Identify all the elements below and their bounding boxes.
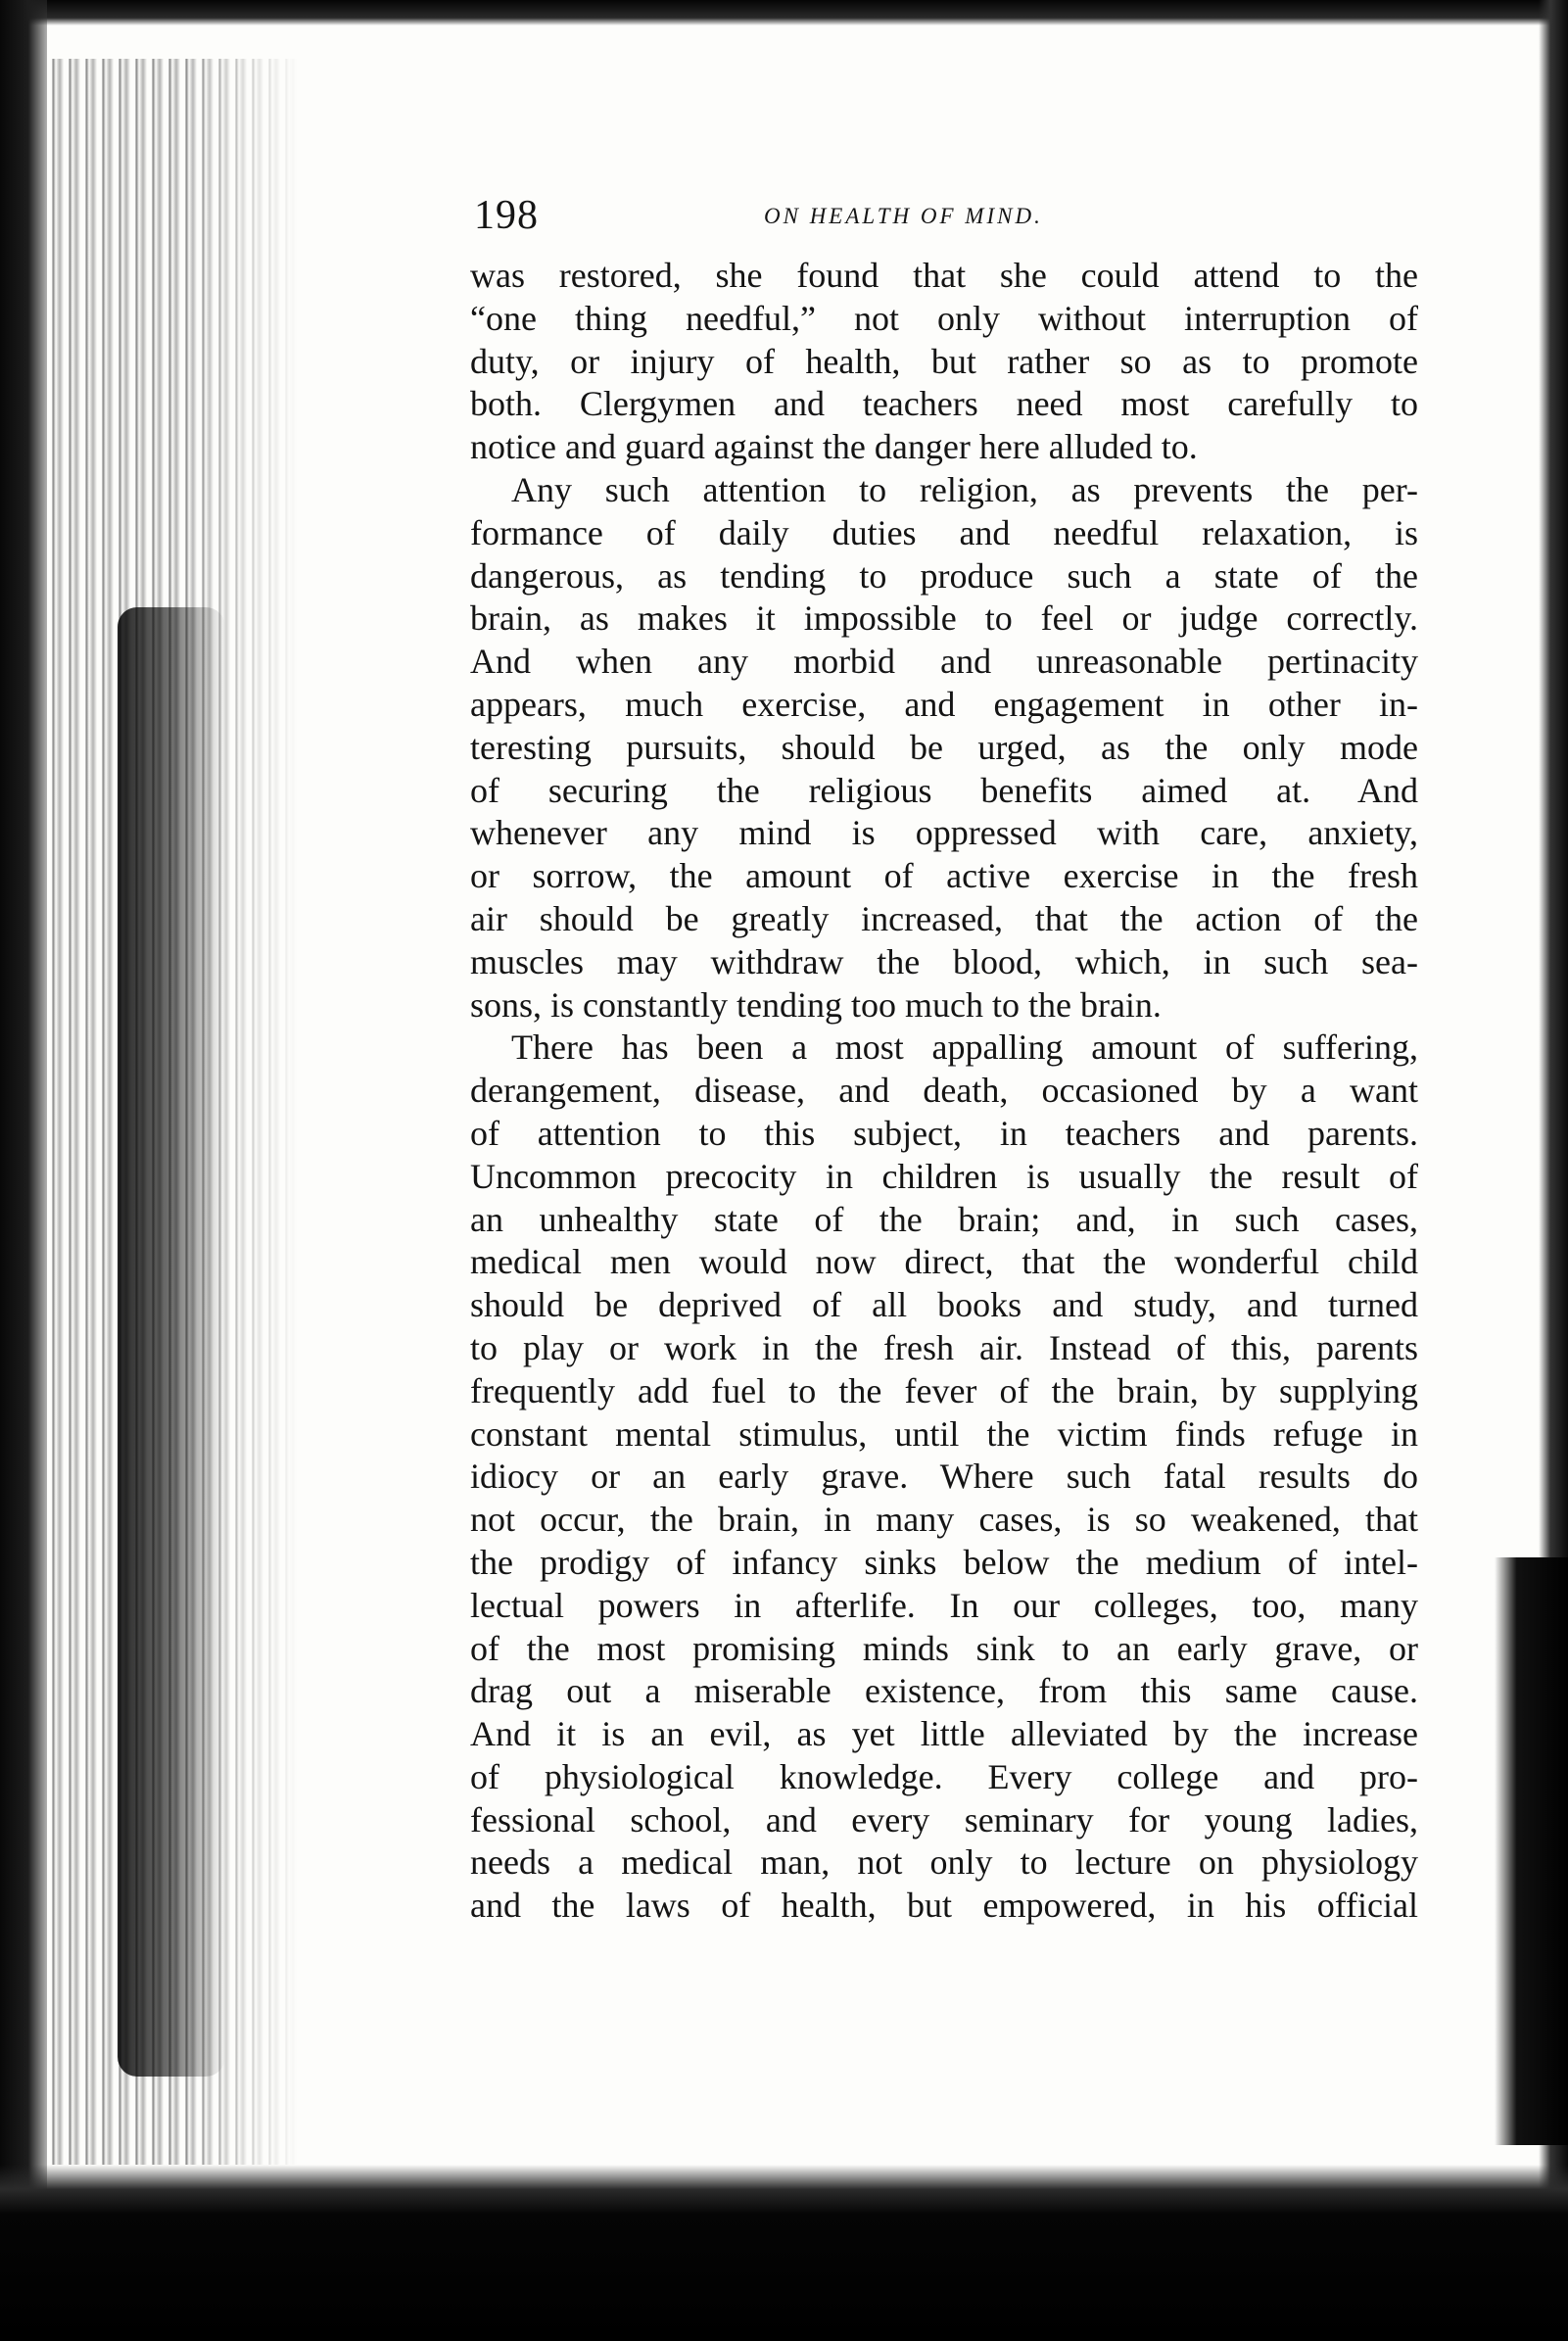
- text-line: derangement, disease, and death, occasioned by a want: [470, 1071, 1418, 1111]
- text-line: or sorrow, the amount of active exercise in the fresh: [470, 856, 1418, 896]
- text-line: sons, is constantly tending too much to the brain.: [470, 984, 1162, 1025]
- body-text: [470, 255, 1418, 1928]
- scan-border-right-shadow: [1495, 1557, 1568, 2145]
- running-title: ON HEALTH OF MIND.: [764, 204, 1043, 228]
- text-line: frequently add fuel to the fever of the brain, by supplying: [470, 1370, 1418, 1410]
- text-line: And it is an evil, as yet little alleviated by the increase: [470, 1714, 1418, 1754]
- page-number: 198: [474, 193, 539, 238]
- text-line: whenever any mind is oppressed with care, anxiety,: [470, 813, 1418, 853]
- text-line: teresting pursuits, should be urged, as the only mode: [470, 727, 1418, 767]
- text-line: medical men would now direct, that the wonderful child: [470, 1242, 1418, 1282]
- text-line: the prodigy of infancy sinks below the medium of intel-: [470, 1542, 1418, 1582]
- text-line: lectual powers in afterlife. In our colleges, too, many: [470, 1585, 1418, 1625]
- text-line: air should be greatly increased, that the action of the: [470, 898, 1418, 938]
- text-line: constant mental stimulus, until the victim finds refuge in: [470, 1413, 1418, 1454]
- paragraph-start-line: Any such attention to religion, as prevents the per-: [511, 469, 1418, 509]
- text-line: of securing the religious benefits aimed at. And: [470, 770, 1418, 810]
- text-line: of attention to this subject, in teachers and parents.: [470, 1113, 1418, 1153]
- text-line: fessional school, and every seminary for young ladies,: [470, 1799, 1418, 1839]
- paragraph-start-line: There has been a most appalling amount of suffering,: [511, 1027, 1418, 1068]
- text-line: idiocy or an early grave. Where such fatal results do: [470, 1457, 1418, 1497]
- text-line: “one thing needful,” not only without interruption of: [470, 298, 1418, 338]
- text-line: of physiological knowledge. Every college and pro-: [470, 1756, 1418, 1796]
- text-line: And when any morbid and unreasonable pertinacity: [470, 642, 1418, 682]
- text-line: drag out a miserable existence, from this same cause.: [470, 1671, 1418, 1711]
- text-line: an unhealthy state of the brain; and, in such cases,: [470, 1199, 1418, 1239]
- scan-border-left: [0, 0, 47, 2341]
- book-page: [470, 192, 1418, 1928]
- scan-border-bottom: [0, 2165, 1568, 2341]
- text-line: muscles may withdraw the blood, which, in such sea-: [470, 941, 1418, 981]
- text-line: not occur, the brain, in many cases, is so weakened, that: [470, 1500, 1418, 1540]
- book-spine-dark-band: [118, 607, 225, 2077]
- text-line: notice and guard against the danger here alluded to.: [470, 427, 1198, 467]
- running-head: [470, 192, 1418, 251]
- text-line: appears, much exercise, and engagement in other in-: [470, 684, 1418, 724]
- text-line: both. Clergymen and teachers need most carefully to: [470, 384, 1418, 424]
- text-line: dangerous, as tending to produce such a state of the: [470, 555, 1418, 596]
- text-line: formance of daily duties and needful relaxation, is: [470, 512, 1418, 552]
- text-line: and the laws of health, but empowered, in his official: [470, 1886, 1418, 1926]
- text-line: duty, or injury of health, but rather so as to promote: [470, 341, 1418, 381]
- text-line: to play or work in the fresh air. Instead of this, parents: [470, 1327, 1418, 1367]
- text-line: needs a medical man, not only to lecture on physiology: [470, 1842, 1418, 1883]
- text-line: should be deprived of all books and study, and turned: [470, 1285, 1418, 1325]
- scan-border-top: [0, 0, 1568, 25]
- text-line: of the most promising minds sink to an early grave, or: [470, 1628, 1418, 1668]
- text-line: brain, as makes it impossible to feel or judge correctly.: [470, 598, 1418, 639]
- text-line: was restored, she found that she could attend to the: [470, 256, 1418, 295]
- text-line: Uncommon precocity in children is usually the result of: [470, 1156, 1418, 1196]
